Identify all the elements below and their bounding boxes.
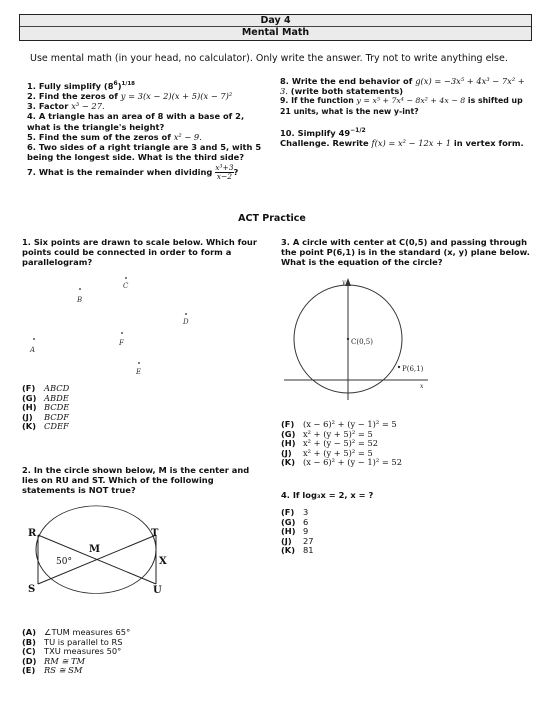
x-axis-label: x <box>420 383 424 390</box>
mm-question-1: 1. Fully simplify $(8^6)^{1/18}$ <box>27 80 135 91</box>
q4-options <box>281 508 314 556</box>
point-f-label: F <box>119 339 124 347</box>
mm-question-4: 4. A triangle has an area of 8 with a base of 2, what is the triangle's height? <box>27 111 245 132</box>
q1-option-k[interactable]: (K) CDEF <box>22 421 69 432</box>
q4-option-j[interactable]: (J) 27 <box>281 535 314 546</box>
q2-option-b[interactable]: (B) TU is parallel to RS <box>22 636 123 647</box>
point-f <box>121 332 123 334</box>
mm-question-8: 8. Write the end behavior of g(x) = −3x⁵ + 4x³ − 7x² + 3. (write both statements) <box>280 76 525 97</box>
point-b <box>79 288 81 290</box>
point-c-label: C <box>123 282 129 290</box>
q3-text: 3. A circle with center at C(0,5) and passing through the point P(6,1) is in the standard (x, y) plane below. What is the equation of the circle? <box>281 237 530 268</box>
q4-option-k[interactable]: (K) 81 <box>281 545 314 556</box>
q3-options <box>281 420 402 468</box>
mental-math-left <box>27 79 267 181</box>
instructions: Use mental math (in your head, no calculator). Only write the answer. Try not to write anything else. <box>30 53 508 64</box>
q2-option-e[interactable]: (E) RS ≅ SM <box>22 665 83 676</box>
header-title: Mental Math <box>241 27 310 38</box>
point-e-label: E <box>136 368 142 376</box>
label-r: R <box>28 528 37 539</box>
q3-option-j[interactable]: (J) x² + (y + 5)² = 5 <box>281 447 373 458</box>
y-axis-label: y <box>342 279 346 286</box>
q3-option-f[interactable]: (F) (x − 6)² + (y − 1)² = 5 <box>281 419 397 429</box>
mm-question-2: 2. Find the zeros of y = 3(x − 2)(x + 5)(x − 7)² <box>27 90 233 101</box>
q2-options <box>22 628 130 676</box>
mm-question-10: 10. Simplify $49^{-1/2}$ <box>280 126 366 138</box>
q2-text: 2. In the circle shown below, M is the center and lies on RU and ST. Which of the following statements is NOT true? <box>22 465 250 496</box>
point-d-label: D <box>183 318 189 326</box>
q1-points-figure <box>22 270 252 380</box>
q1-option-g[interactable]: (G) ABDE <box>22 392 69 403</box>
header-box <box>19 14 532 41</box>
label-m: M <box>89 544 101 555</box>
q3-option-g[interactable]: (G) x² + (y + 5)² = 5 <box>281 428 373 439</box>
q2-circle-figure <box>22 500 182 600</box>
mm-question-9: 9. If the function y = x⁵ + 7x⁴ − 8x² + 4x − 8 is shifted up 21 units, what is the new y-int? <box>280 96 523 116</box>
q1-option-f[interactable]: (F) ABCD <box>22 383 70 393</box>
point-b-label: B <box>77 296 83 304</box>
label-t: T <box>151 528 159 539</box>
q4-option-g[interactable]: (G) 6 <box>281 516 309 527</box>
point-c <box>125 277 127 279</box>
q2-option-d[interactable]: (D) RM ≅ TM <box>22 655 85 666</box>
center-point <box>347 338 349 340</box>
point-d <box>185 313 187 315</box>
q1-text: 1. Six points are drawn to scale below. Which four points could be connected in order to form a parallelogram? <box>22 237 257 268</box>
angle-label: 50° <box>56 557 72 567</box>
label-x: X <box>159 556 167 567</box>
point-e <box>138 362 140 364</box>
point-a-label: A <box>30 346 36 354</box>
q3-option-k[interactable]: (K) (x − 6)² + (y − 1)² = 52 <box>281 457 402 468</box>
center-label: C(0,5) <box>351 338 373 346</box>
label-u: U <box>153 585 162 596</box>
q1-option-j[interactable]: (J) BCDF <box>22 411 70 422</box>
label-s: S <box>28 584 36 595</box>
q1-option-h[interactable]: (H) BCDE <box>22 402 70 413</box>
q4-option-f[interactable]: (F) 3 <box>281 507 309 517</box>
mm-challenge: Challenge. Rewrite f(x) = x² − 12x + 1 in vertex form. <box>280 137 524 148</box>
act-practice-title: ACT Practice <box>238 213 306 224</box>
mm-question-3: 3. Factor x³ − 27. <box>27 101 105 112</box>
q3-graph <box>282 276 442 402</box>
mm-question-7: 7. What is the remainder when dividing $\frac{\text{x³+3}}{x-2}$ ? <box>27 163 239 182</box>
mm-question-6: 6. Two sides of a right triangle are 3 and 5, with 5 being the longest side. What is the third side? <box>27 141 262 163</box>
q4-text: 4. If log₃x = 2, x = ? <box>281 490 374 500</box>
point-p <box>398 366 400 368</box>
q2-option-a[interactable]: (A) ∠TUM measures 65° <box>22 627 131 637</box>
mm-question-5: 5. Find the sum of the zeros of x² − 9. <box>27 131 202 142</box>
q2-option-c[interactable]: (C) TXU measures 50° <box>22 646 122 657</box>
mental-math-right <box>280 76 530 148</box>
q1-options <box>22 384 69 432</box>
point-p-label: P(6,1) <box>402 365 424 373</box>
day-label: Day 4 <box>20 15 531 27</box>
point-a <box>33 338 35 340</box>
q4-option-h[interactable]: (H) 9 <box>281 526 309 537</box>
q3-option-h[interactable]: (H) x² + (y − 5)² = 52 <box>281 438 379 449</box>
